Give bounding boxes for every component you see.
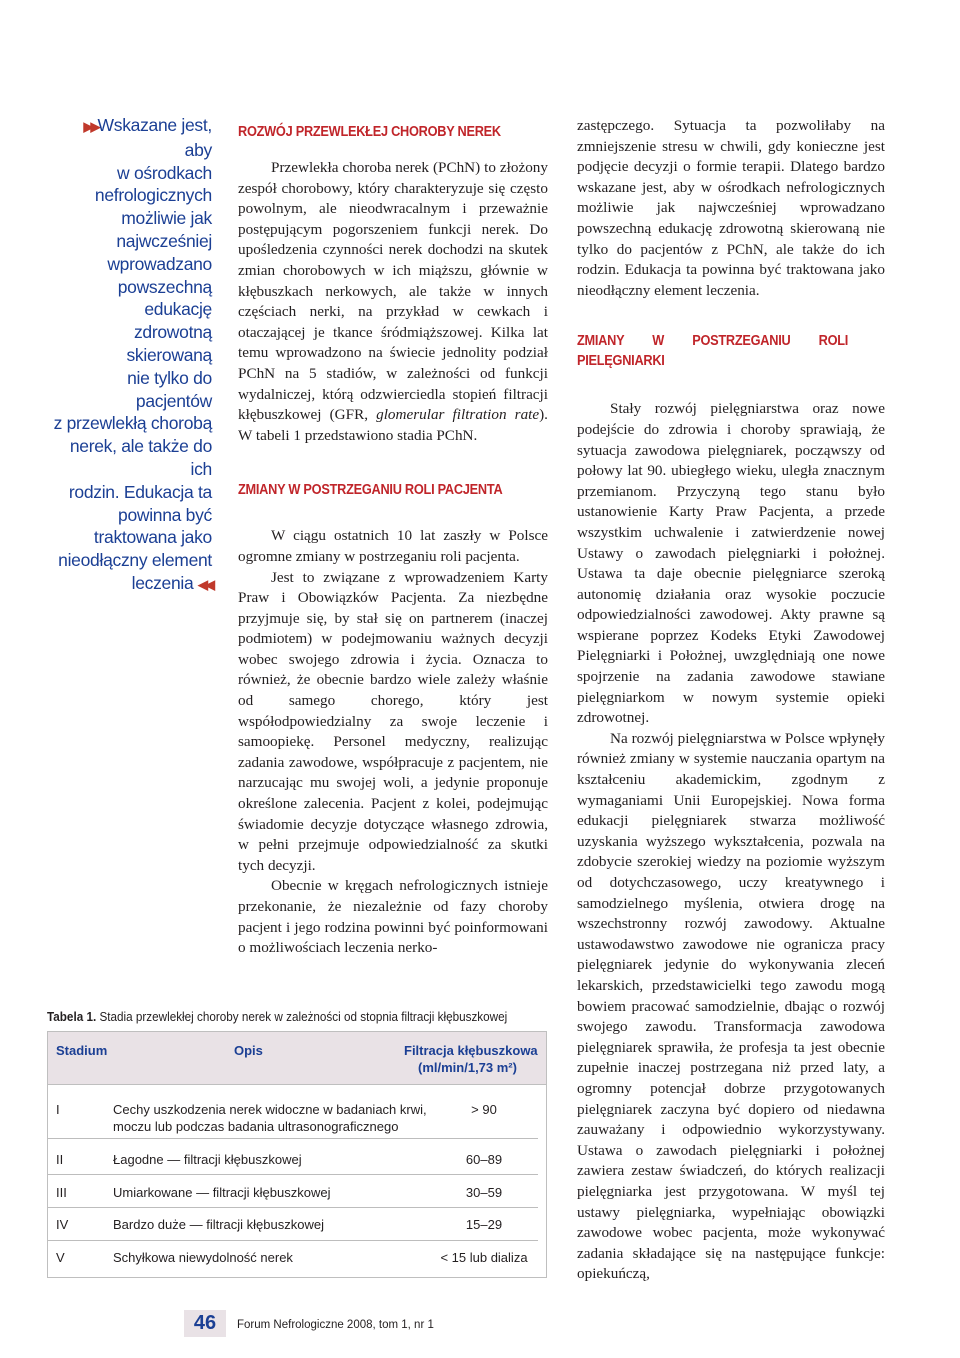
right-column [577,116,885,1285]
row-divider [48,1138,538,1139]
arrow-right-icon: ▶▶ [83,119,98,134]
pull-quote-line: w ośrodkach [117,162,212,183]
table-header [48,1032,546,1085]
pull-quote-line: rodzin. Edukacja ta [68,481,212,502]
row-divider [48,1207,538,1208]
pull-quote-line: zdrowotną skierowaną [126,322,212,365]
pull-quote-line: powszechną edukację [117,276,212,320]
pull-quote-line: nie tylko do pacjentów [127,367,212,411]
pull-quote [52,114,212,597]
pull-quote-line: z przewlekłą chorobą [53,413,212,434]
section-heading-nurse: ZMIANY W POSTRZEGANIU ROLI PIELĘGNIARKI [577,333,849,370]
pull-quote-line: nefrologicznych [94,185,212,206]
paragraph: Stały rozwój pielęgniarstwa oraz nowe podejście do zdrowia i choroby sprawiają, że sytuacja zawodowa pielęgniarek, począwszy od połowy lat 90. ubiegłego wieku, uległa znacznym przemianom. Przyczyną tego stanu było ustanowienie Karty Praw Pacjenta, a przede wszystkim uchwalenie i zatwierdzenie nowej Ustawy o zawodach pielęgniarki i położnej. Ustawa ta daje obecnie pielęgniarce szeroką autonomię działania oraz wysokie poczucie odpowiedzialności zawodowej. Akty prawne są wspierane poprzez Kodeks Etyki Zawodowej Pielęgniarki i Położnej, uwzględniają one nowe spojrzenie na zadania zawodowe stawiane pielęgniarkom w nowym systemie opieki zdrowotnej. [577,400,885,727]
journal-name: Forum Nefrologiczne 2008, tom 1, nr 1 [237,1319,434,1331]
pull-quote-line: Wskazane jest, aby [97,115,212,160]
header-stage: Stadium [56,1043,108,1058]
section-heading-patient: ZMIANY W POSTRZEGANIU ROLI PACJENTA [238,482,503,499]
arrow-left-icon: ◀◀ [198,576,212,592]
pull-quote-line: wprowadzano [107,253,212,274]
pull-quote-line: traktowana jako [93,527,212,548]
paragraph: Obecnie w kręgach nefrologicznych istnieje przekonanie, że niezależnie od fazy choroby pacjent i jego rodzina powinni być poinformowani o możliwościach leczenia nerko- [238,877,548,957]
table-caption: Tabela 1. Stadia przewlekłej choroby nerek w zależności od stopnia filtracji kłębuszkowej [47,1009,508,1024]
paragraph: W ciągu ostatnich 10 lat zaszły w Polsce ogromne zmiany w postrzeganiu roli pacjenta. [238,527,548,565]
header-filtration: Filtracja kłębuszkowa [404,1043,538,1058]
pull-quote-line: możliwie jak [121,208,212,229]
header-filtration-unit: (ml/min/1,73 m²) [418,1060,517,1075]
section-heading-ckd: ROZWÓJ PRZEWLEKŁEJ CHOROBY NEREK [238,124,501,140]
stages-table: Stadium Opis Filtracja kłębuszkowa (ml/min/1,73 m²) I Cechy uszkodzenia nerek widoczne w badaniach krwi, moczu lub podczas badania ultrasonograficznego > 90 II Łagodne — filtracji kłębuszkowej 60–89 III Umiarkowane — filtracji kłębuszkowej 30–59 IV Bardzo duże — filtracji kłębuszkowej 15–29 V Schyłkowa niewydolność nerek < 15 lub dializa [47,1031,547,1278]
pull-quote-line: powinna być [118,504,212,525]
page-number: 46 [184,1310,226,1337]
pull-quote-line: nerek, ale także do ich [69,436,212,479]
row-divider [48,1174,538,1175]
paragraph: Jest to związane z wprowadzeniem Karty Praw i Obowiązków Pacjenta. Za niezbędne przyjmuje się, by stał się on partnerem (inaczej podmiotem) w podejmowaniu ważnych decyzji wobec swojego zdrowia i życia. Oznacza to również, że obecnie bardzo wiele zależy właśnie od samego chorego, który jest współodpowiedzialny za swoje leczenie i samoopiekę. Personel medyczny, realizując zadania zawodowe, współpracuje z pacjentem, nie narzucając mu swojej woli, a jedynie proponuje określone zalecenia. Pacjent z kolei, podejmując świadomie decyzje dotyczące własnego zdrowia, w pełni przejmuje odpowiedzialność za skutki tych decyzji. [238,568,548,874]
paragraph: Na rozwój pielęgniarstwa w Polsce wpłynęły również zmiany w systemie nauczania opartym na kształceniu akademickim, zgodnym z wymaganiami Unii Europejskiej. Nowa forma edukacji pielęgniarek stwarza możliwość uzyskania wyższego wykształcenia, pozwala na zdobycie szerokiej wiedzy na poziomie wyższym od dotychczasowego, uczy kreatywnego i samodzielnego myślenia, otwiera drogę na wszechstronny rozwój zawodowy. Aktualne ustawodawstwo zawodowe nie ogranicza pracy pielęgniarek jedynie do wykonywania zleceń lekarskich, przedstawicielki tego zawodu mogą bowiem pracować samodzielnie, dbając o rozwój swojego zawodu. Transformacja zawodowa pielęgniarek sprawiła, że profesja ta jest obecnie zupełnie inaczej postrzegana niż przed laty, a ogromny potencjał dobrze przygotowanych pielęgniarek zaczyna być dopiero od niedawna zauważany i odpowiednio wykorzystywany. Ustawa o zawodach pielęgniarki i położnej zawiera zestaw świadczeń, do których realizacji pielęgniarka jest przygotowana. W myśl tej ustawy pielęgniarka, wypełniając obowiązki zawodowe wobec pacjenta, może wykonywać zadania składające się na następujące funkcje: opiekuńczą, [577,729,885,1283]
row-divider [48,1240,538,1241]
paragraph: zastępczego. Sytuacja ta pozwoliłaby na zmniejszenie stresu w chwili, gdy konieczne jest podjęcie decyzji o formie terapii. Dlatego bardzo wskazane jest, aby w ośrodkach nefrologicznych możliwie jak najwcześniej wprowadzano powszechną edukację zdrowotną skierowaną nie tylko do pacjentów z PChN, ale także do ich rodzin. Edukacja ta powinna być traktowana jako nieodłączny element leczenia. [577,117,885,299]
pull-quote-line: nieodłączny element [58,550,212,571]
header-description: Opis [234,1043,263,1058]
pull-quote-line: leczenia [131,572,194,593]
paragraph: Przewlekła choroba nerek (PChN) to złożony zespół chorobowy, który charakteryzuje się często powolnym, ale nieodwracalnym i przeważnie postępującym pogorszeniem funkcji nerek. Do upośledzenia czynności nerek dochodzi na skutek zmian chorobowych w ich miąższu, głównie w kłębuszkach nerkowych, ale także w innych częściach nerki, na przykład w cewkach i otaczającej je tkance śródmiąższowej. Kilka lat temu wprowadzono na świecie jednolity podział PChN na 5 stadiów, w zależności od funkcji wydalniczej, którą odzwierciedla stopień filtracji kłębuszkowej (GFR, glomerular filtration rate). W tabeli 1 przedstawiono stadia PChN. [238,159,548,444]
middle-column [238,158,548,959]
pull-quote-line: najwcześniej [116,230,212,251]
